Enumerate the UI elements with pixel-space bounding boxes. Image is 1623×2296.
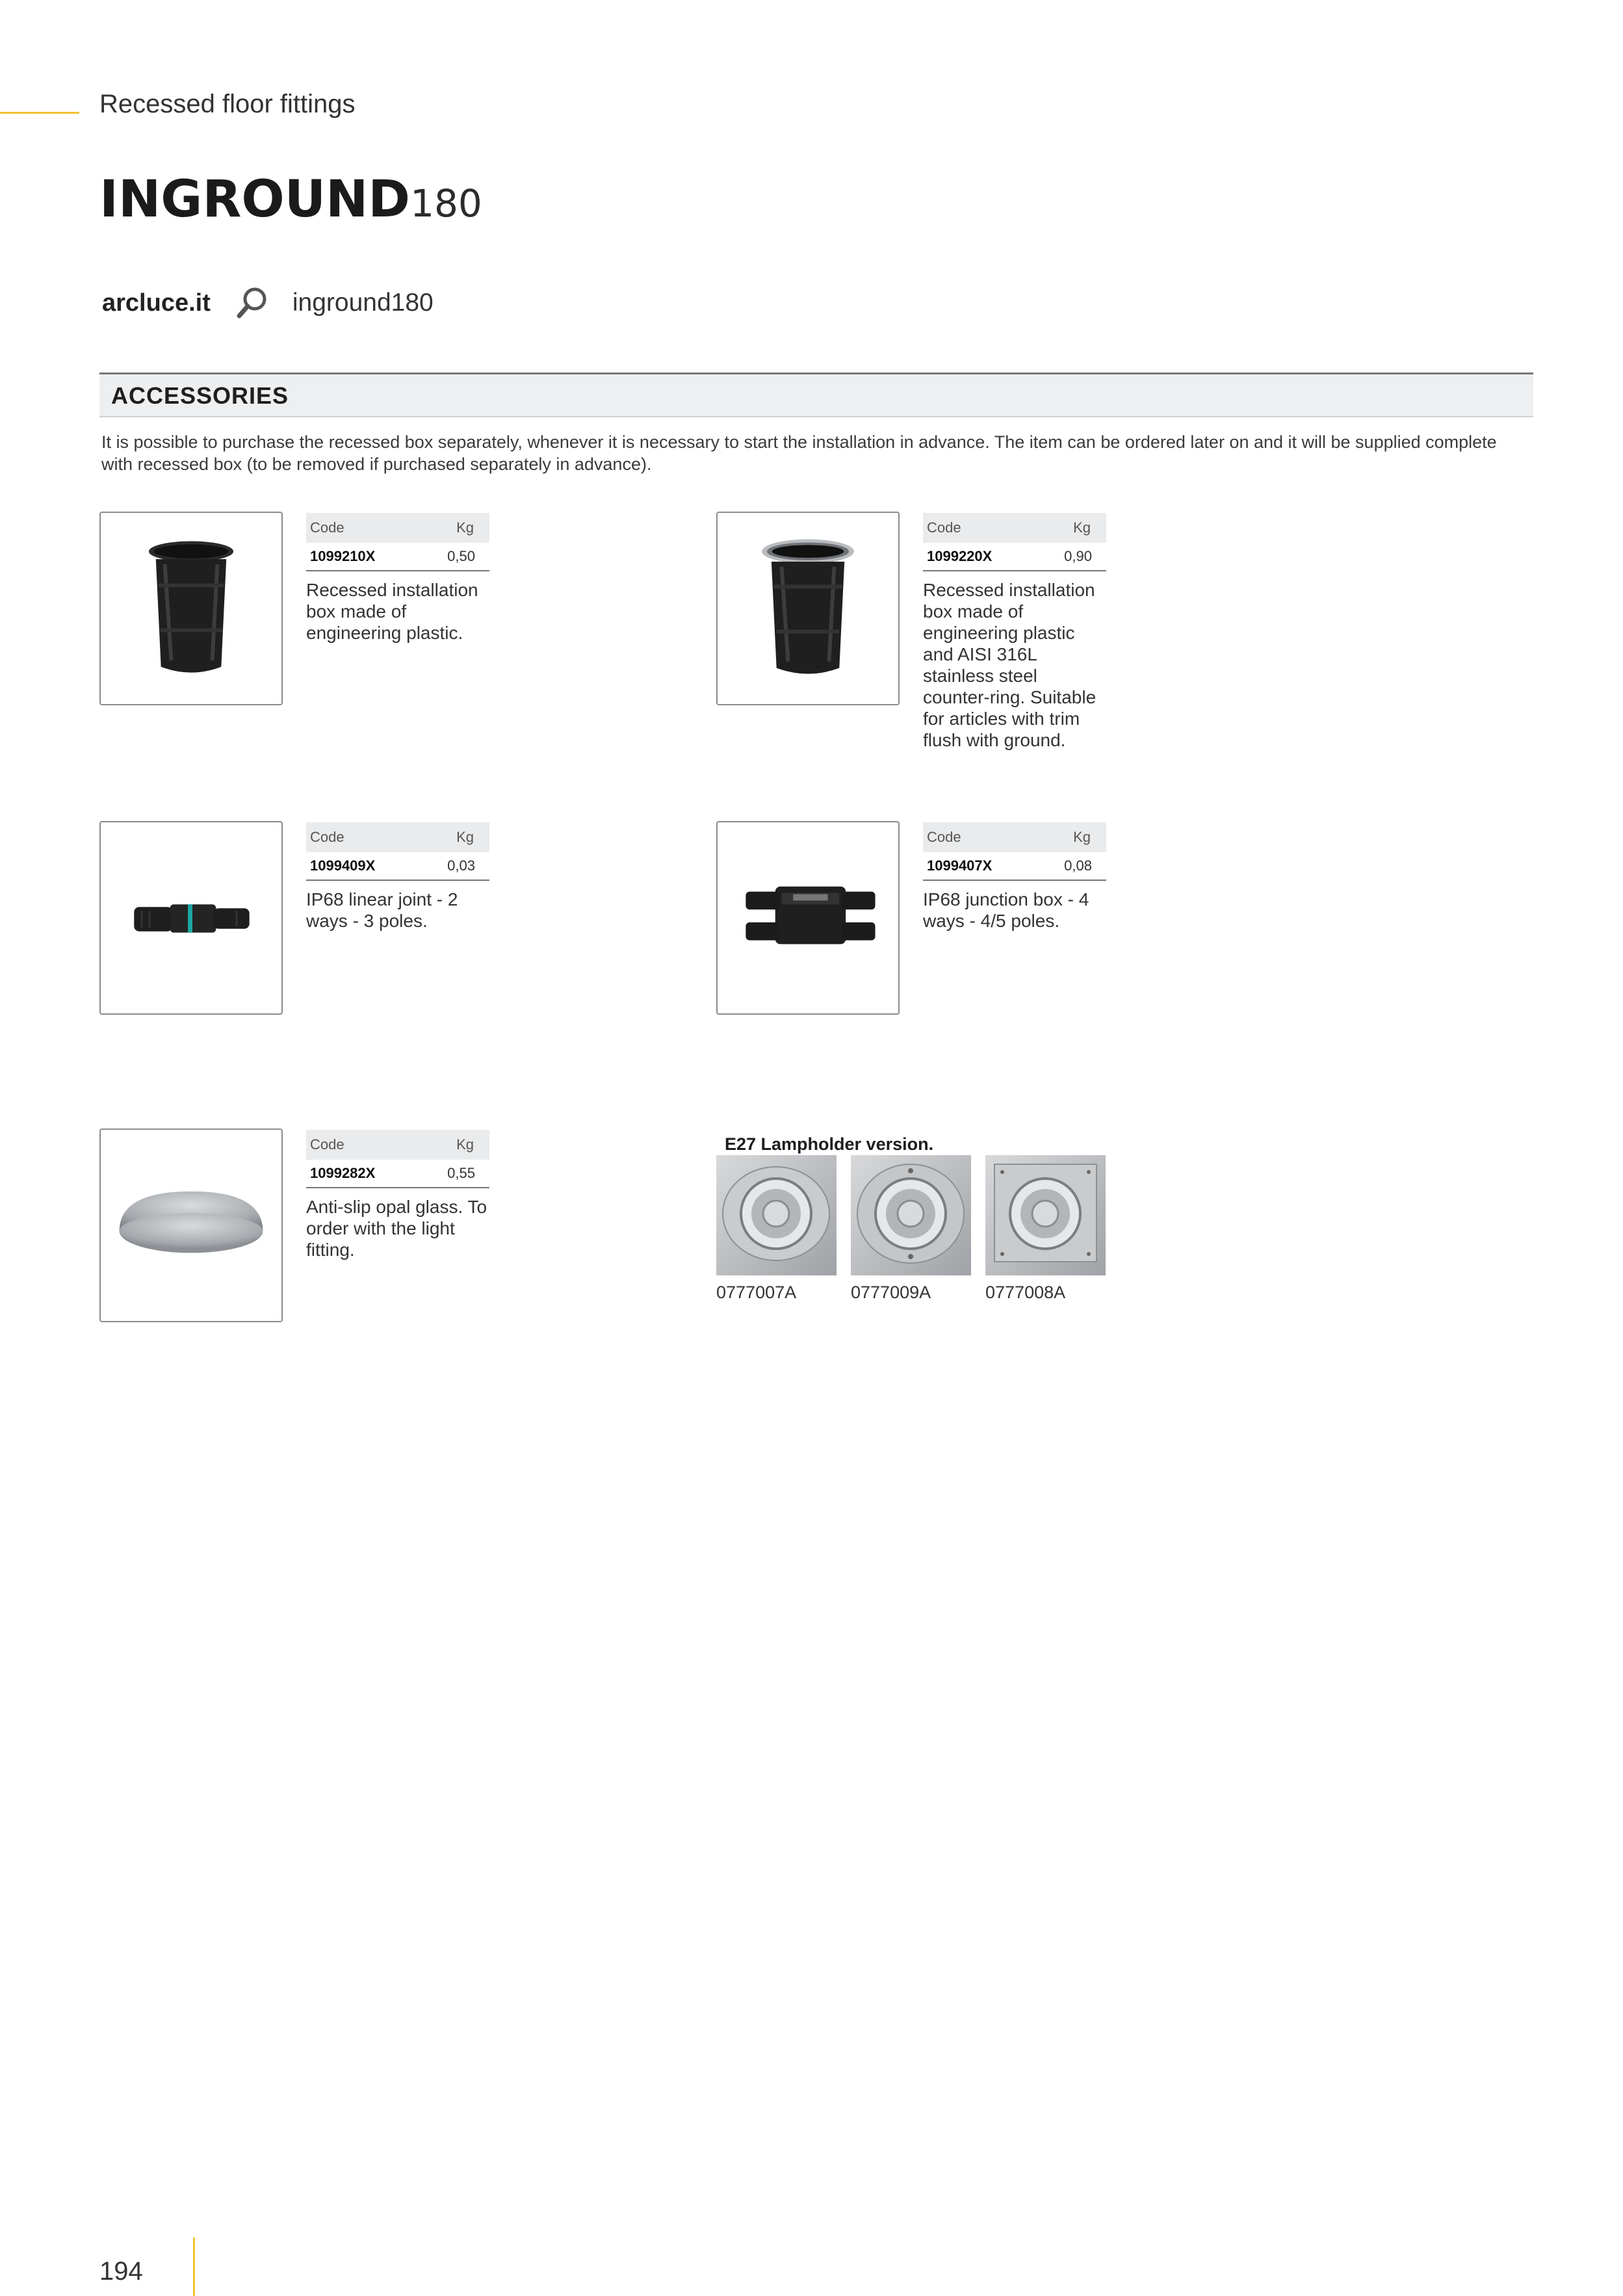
product-description: Recessed installation box made of engineering plastic. — [306, 580, 478, 643]
product-weight: 0,55 — [447, 1165, 475, 1181]
product-weight: 0,08 — [1064, 857, 1092, 874]
product-title — [99, 170, 482, 229]
product-weight: 0,90 — [1064, 548, 1092, 564]
kg-label: Kg — [1073, 519, 1091, 536]
lamp-image-round — [716, 1155, 837, 1275]
accessories-title: ACCESSORIES — [111, 382, 289, 409]
product-code: 1099220X — [927, 548, 993, 564]
product-code: 1099407X — [927, 857, 993, 874]
header-accent-line — [0, 112, 79, 114]
search-keyword[interactable]: inground180 — [292, 289, 434, 317]
product-code: 1099282X — [310, 1165, 376, 1181]
product-description: Recessed installation box made of engineering plastic and AISI 316L stainless steel counter-ring. Suitable for articles with trim flush with ground. — [923, 580, 1097, 750]
lamp-image-square — [985, 1155, 1106, 1275]
product-code: 1099409X — [310, 857, 376, 874]
spec-card — [923, 822, 1106, 932]
spec-card — [306, 513, 489, 644]
product-image-linear-joint — [99, 821, 283, 1015]
kg-label: Kg — [456, 519, 474, 536]
spec-row — [306, 1160, 489, 1188]
code-label: Code — [310, 829, 344, 845]
product-image-recessed-box — [99, 512, 283, 705]
spec-row — [923, 543, 1106, 571]
code-label: Code — [927, 519, 961, 536]
product-image-junction-box — [716, 821, 900, 1015]
kg-label: Kg — [456, 1136, 474, 1153]
product-description: IP68 linear joint - 2 ways - 3 poles. — [306, 889, 458, 931]
search-icon — [234, 285, 270, 321]
lamp-code: 0777007A — [716, 1283, 797, 1302]
lamp-code: 0777008A — [985, 1283, 1066, 1302]
section-title: Recessed floor fittings — [99, 90, 356, 118]
e27-section-title: E27 Lampholder version. — [725, 1134, 934, 1154]
product-code: 1099210X — [310, 548, 376, 564]
product-weight: 0,50 — [447, 548, 475, 564]
spec-row — [306, 852, 489, 881]
spec-header — [306, 513, 489, 543]
lamp-image-round-screws — [851, 1155, 971, 1275]
product-name: INGROUND — [99, 170, 411, 229]
product-description: Anti-slip opal glass. To order with the light fitting. — [306, 1197, 487, 1260]
kg-label: Kg — [456, 829, 474, 845]
lamp-code: 0777009A — [851, 1283, 931, 1302]
product-image-opal-glass — [99, 1128, 283, 1322]
spec-row — [923, 852, 1106, 881]
footer-accent-line — [193, 2237, 195, 2296]
product-weight: 0,03 — [447, 857, 475, 874]
spec-header — [306, 822, 489, 852]
product-image-recessed-box-steel — [716, 512, 900, 705]
spec-header — [923, 822, 1106, 852]
spec-card — [306, 1130, 489, 1260]
spec-header — [306, 1130, 489, 1160]
website-search-row — [102, 283, 434, 322]
product-description: IP68 junction box - 4 ways - 4/5 poles. — [923, 889, 1089, 931]
accessories-intro-text: It is possible to purchase the recessed box separately, whenever it is necessary to start the installation in advance. The item can be ordered later on and it will be supplied complete with recessed box (to be removed if purchased separately in advance). — [101, 432, 1497, 474]
kg-label: Kg — [1073, 829, 1091, 845]
spec-row — [306, 543, 489, 571]
code-label: Code — [310, 519, 344, 536]
spec-card — [306, 822, 489, 932]
accessories-section-header — [99, 372, 1533, 417]
website-link[interactable]: arcluce.it — [102, 289, 211, 317]
spec-header — [923, 513, 1106, 543]
code-label: Code — [927, 829, 961, 845]
product-size: 180 — [410, 181, 482, 226]
spec-card — [923, 513, 1106, 751]
page-number: 194 — [99, 2257, 143, 2286]
code-label: Code — [310, 1136, 344, 1153]
